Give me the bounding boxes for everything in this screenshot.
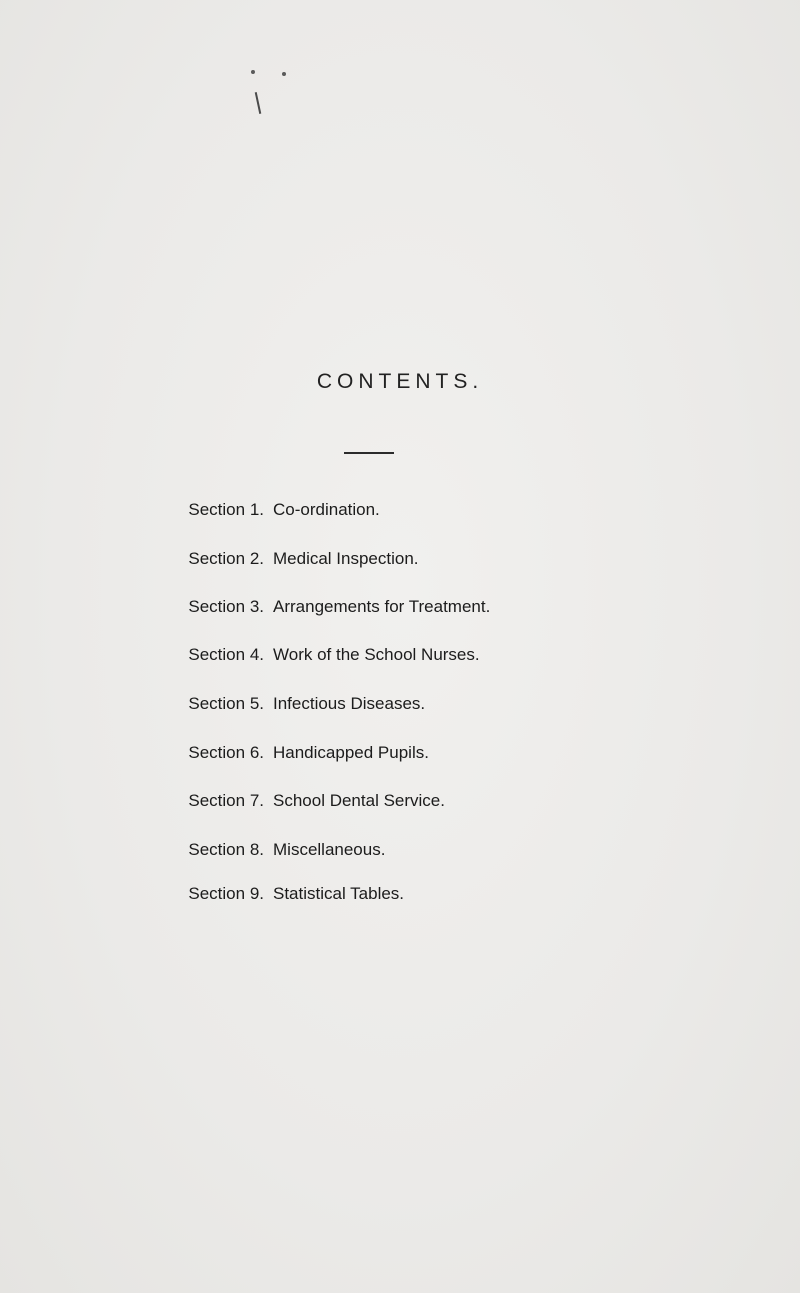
section-title: Arrangements for Treatment. [273,597,491,616]
section-number: Section 9. [188,884,264,903]
section-number: Section 3. [188,597,264,616]
section-number: Section 1. [188,500,264,519]
contents-entry [0,645,800,675]
section-title: Miscellaneous. [273,840,386,859]
section-title: Medical Inspection. [273,549,419,568]
section-number: Section 4. [188,645,264,664]
page-title: CONTENTS. [316,370,484,393]
ink-speck [282,72,286,76]
contents-entry [0,694,800,724]
section-title: Work of the School Nurses. [273,645,480,664]
section-title: Handicapped Pupils. [273,743,429,762]
section-title: School Dental Service. [273,791,445,810]
section-number: Section 5. [188,694,264,713]
section-number: Section 6. [188,743,264,762]
ink-speck [251,70,255,74]
section-title: Infectious Diseases. [273,694,426,713]
section-title: Statistical Tables. [273,884,405,903]
contents-entry [0,884,800,914]
contents-entry [0,791,800,821]
section-number: Section 8. [188,840,264,859]
section-title: Co-ordination. [273,500,380,519]
section-number: Section 7. [188,791,264,810]
contents-entry [0,743,800,773]
contents-entry [0,840,800,870]
section-number: Section 2. [188,549,264,568]
contents-entry [0,597,800,627]
contents-entry [0,500,800,530]
ink-stroke [255,92,262,114]
contents-entry [0,549,800,579]
title-underline [344,452,394,454]
